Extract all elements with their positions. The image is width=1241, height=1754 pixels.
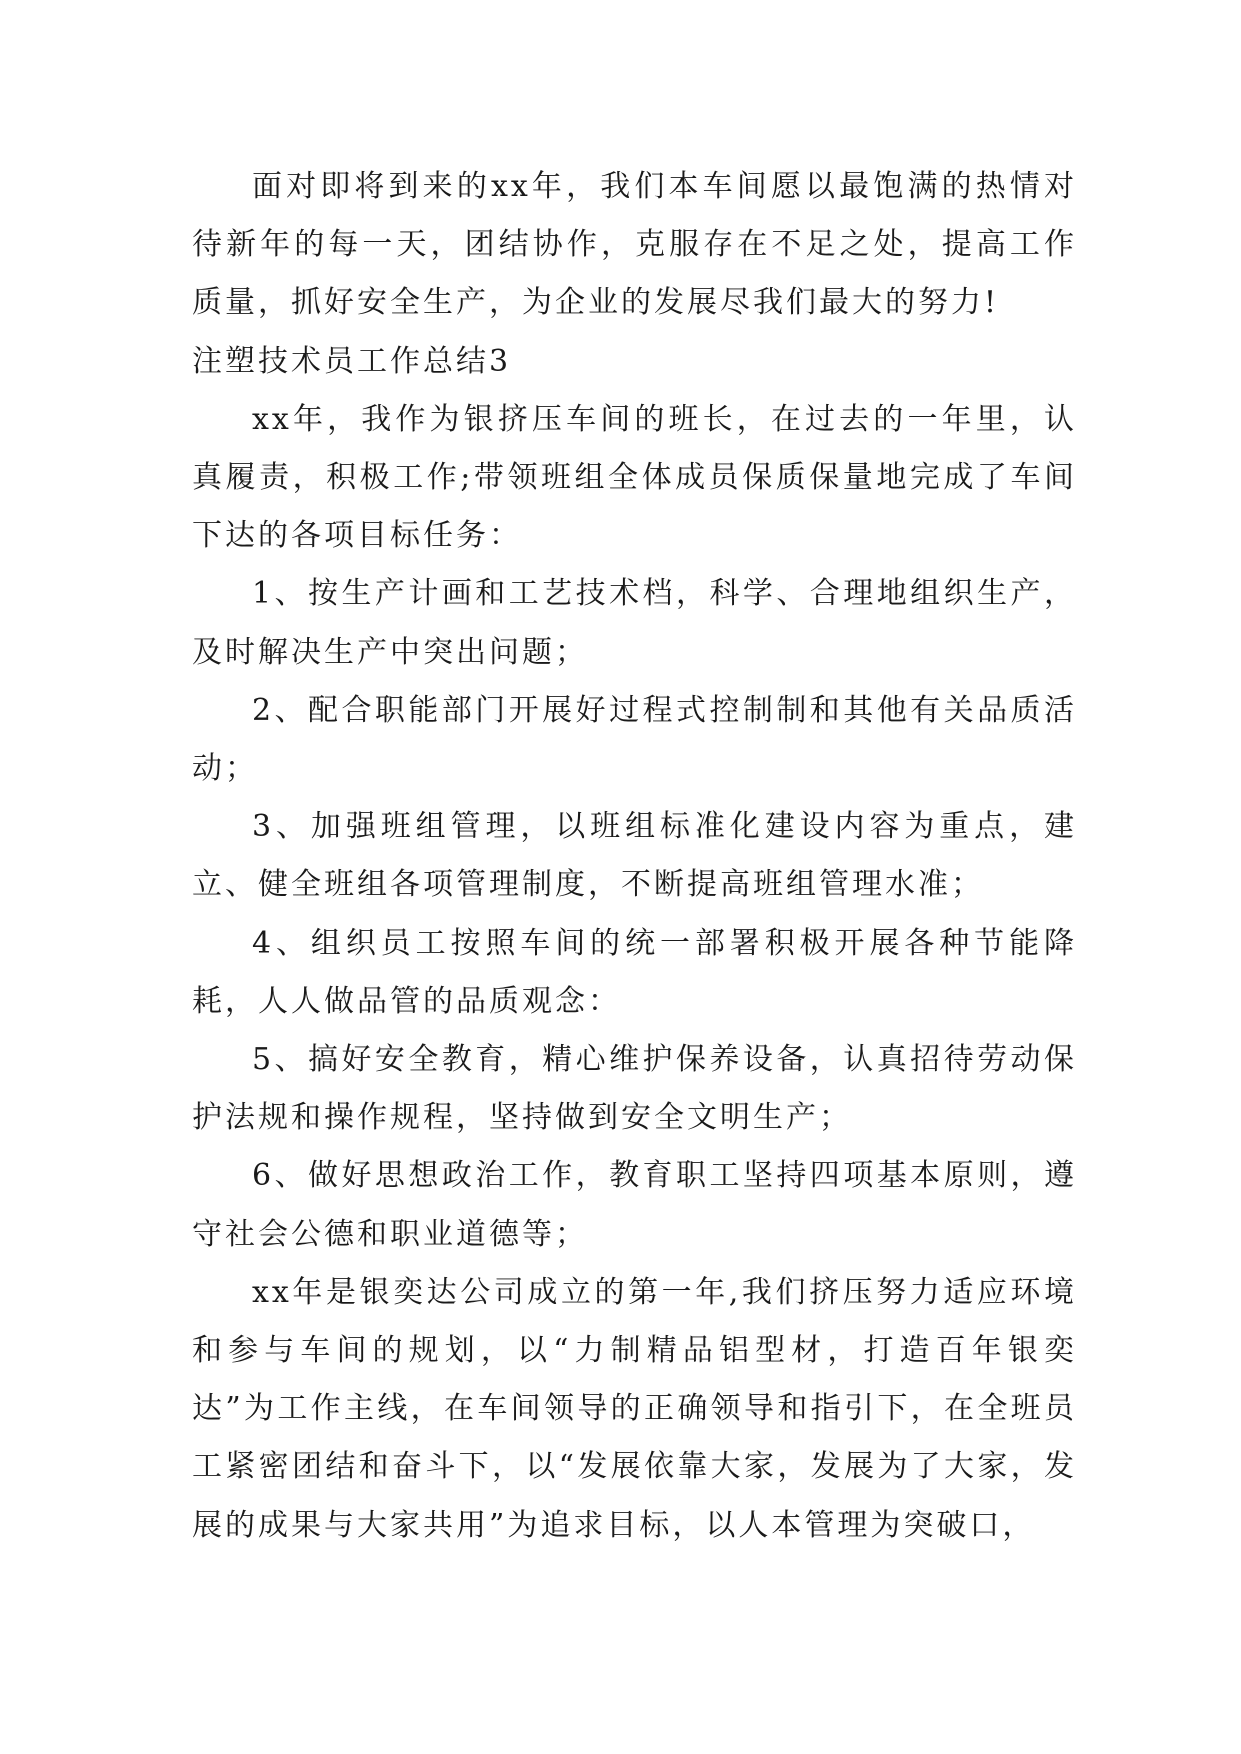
paragraph-intro: xx年，我作为银挤压车间的班长，在过去的一年里，认真履责，积极工作;带领班组全体成员保质保量地完成了车间下达的各项目标任务： [192, 401, 1077, 554]
section-heading: 注塑技术员工作总结3 [192, 343, 512, 379]
list-item-4: 4、组织员工按照车间的统一部署积极开展各种节能降耗，人人做品管的品质观念： [192, 925, 1077, 1019]
list-item-6: 6、做好思想政治工作，教育职工坚持四项基本原则，遵守社会公德和职业道德等； [192, 1158, 1077, 1252]
list-item-1: 1、按生产计画和工艺技术档，科学、合理地组织生产，及时解决生产中突出问题； [192, 576, 1077, 670]
list-item-5: 5、搞好安全教育，精心维护保养设备，认真招待劳动保护法规和操作规程，坚持做到安全文明生产； [192, 1042, 1077, 1136]
document-page [192, 158, 1077, 1555]
paragraph-year-review: xx年是银奕达公司成立的第一年,我们挤压努力适应环境和参与车间的规划，以“力制精品铝型材，打造百年银奕达”为工作主线，在车间领导的正确领导和指引下，在全班员工紧密团结和奋斗下，以“发展依靠大家，发展为了大家，发展的成果与大家共用”为追求目标，以人本管理为突破口， [192, 1274, 1077, 1543]
list-item-2: 2、配合职能部门开展好过程式控制制和其他有关品质活动； [192, 692, 1077, 787]
list-item-3: 3、加强班组管理，以班组标准化建设内容为重点，建立、健全班组各项管理制度，不断提高班组管理水准； [192, 809, 1077, 903]
paragraph-closing-summary: 面对即将到来的xx年，我们本车间愿以最饱满的热情对待新年的每一天，团结协作，克服存在不足之处，提高工作质量，抓好安全生产，为企业的发展尽我们最大的努力! [192, 169, 1077, 321]
